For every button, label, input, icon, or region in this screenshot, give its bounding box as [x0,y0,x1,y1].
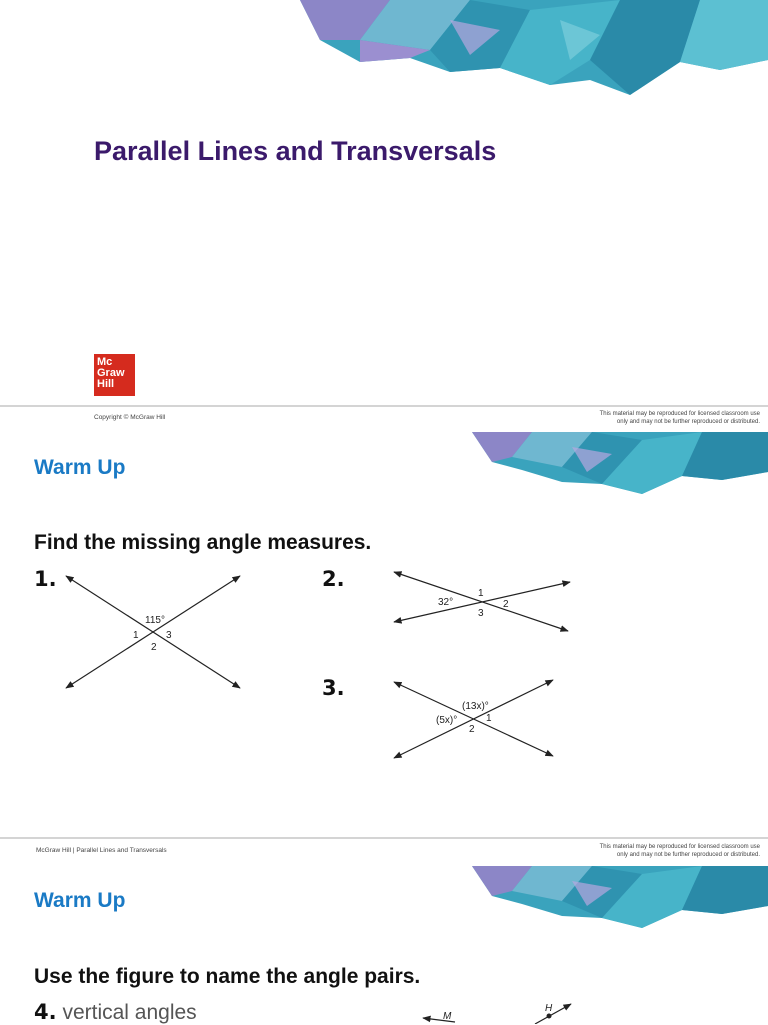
line-a [394,572,568,631]
angle-label-1: 1 [486,713,492,724]
logo-line-2: Graw [97,367,125,379]
slide-divider [0,837,768,839]
problem-3-number: 3. [322,676,345,700]
problem-3-figure [388,674,563,764]
license-line-2: only and may not be further reproduced or distributed. [616,852,760,858]
angle-label-1: 1 [478,588,484,599]
presentation-title: Parallel Lines and Transversals [94,136,497,166]
license-notice [600,843,760,859]
angle-label-2: 2 [503,599,509,610]
logo-line-1: Mc [97,356,113,368]
logo-line-3: Hill [97,378,115,390]
license-notice [600,410,760,426]
problem-2-figure [388,566,578,636]
license-line-1: This material may be reproduced for licensed classroom use [599,411,760,417]
point-h [547,1014,552,1019]
problem-4-text: vertical angles [62,1001,197,1024]
license-line-2: only and may not be further reproduced or distributed. [616,419,760,425]
problem-1-number: 1. [34,567,57,591]
line-h [535,1004,571,1024]
slide-footer: McGraw Hill | Parallel Lines and Transversals [36,847,167,854]
crystal-banner-decoration [300,0,768,100]
problem-prompt: Find the missing angle measures. [34,531,372,554]
title-slide [0,0,768,406]
license-line-1: This material may be reproduced for licensed classroom use [599,844,760,850]
copyright-notice: Copyright © McGraw Hill [94,414,166,421]
angle-label-2: 2 [151,642,157,653]
angle-label-2: 2 [469,724,475,735]
problem-4-figure [415,1000,585,1024]
problem-1-figure [60,570,250,695]
angle-label-115: 115° [145,615,165,626]
section-title: Warm Up [34,456,126,479]
point-label-h: H [545,1003,553,1014]
problem-4-number: 4. [34,1000,57,1024]
angle-label-3: 3 [478,608,484,619]
section-title: Warm Up [34,889,126,912]
point-label-m: M [443,1011,452,1022]
line-b [394,680,553,758]
angle-label-5x: (5x)° [436,715,458,726]
problem-prompt: Use the figure to name the angle pairs. [34,965,421,988]
slide-divider [0,405,768,407]
mcgraw-hill-logo [94,354,135,396]
crystal-banner-decoration [472,866,768,928]
angle-label-13x: (13x)° [462,701,489,712]
problem-4 [34,1000,197,1025]
angle-label-1: 1 [133,630,139,641]
crystal-banner-decoration [472,432,768,494]
problem-2-number: 2. [322,567,345,591]
angle-label-32: 32° [438,597,454,608]
angle-label-3: 3 [166,630,172,641]
